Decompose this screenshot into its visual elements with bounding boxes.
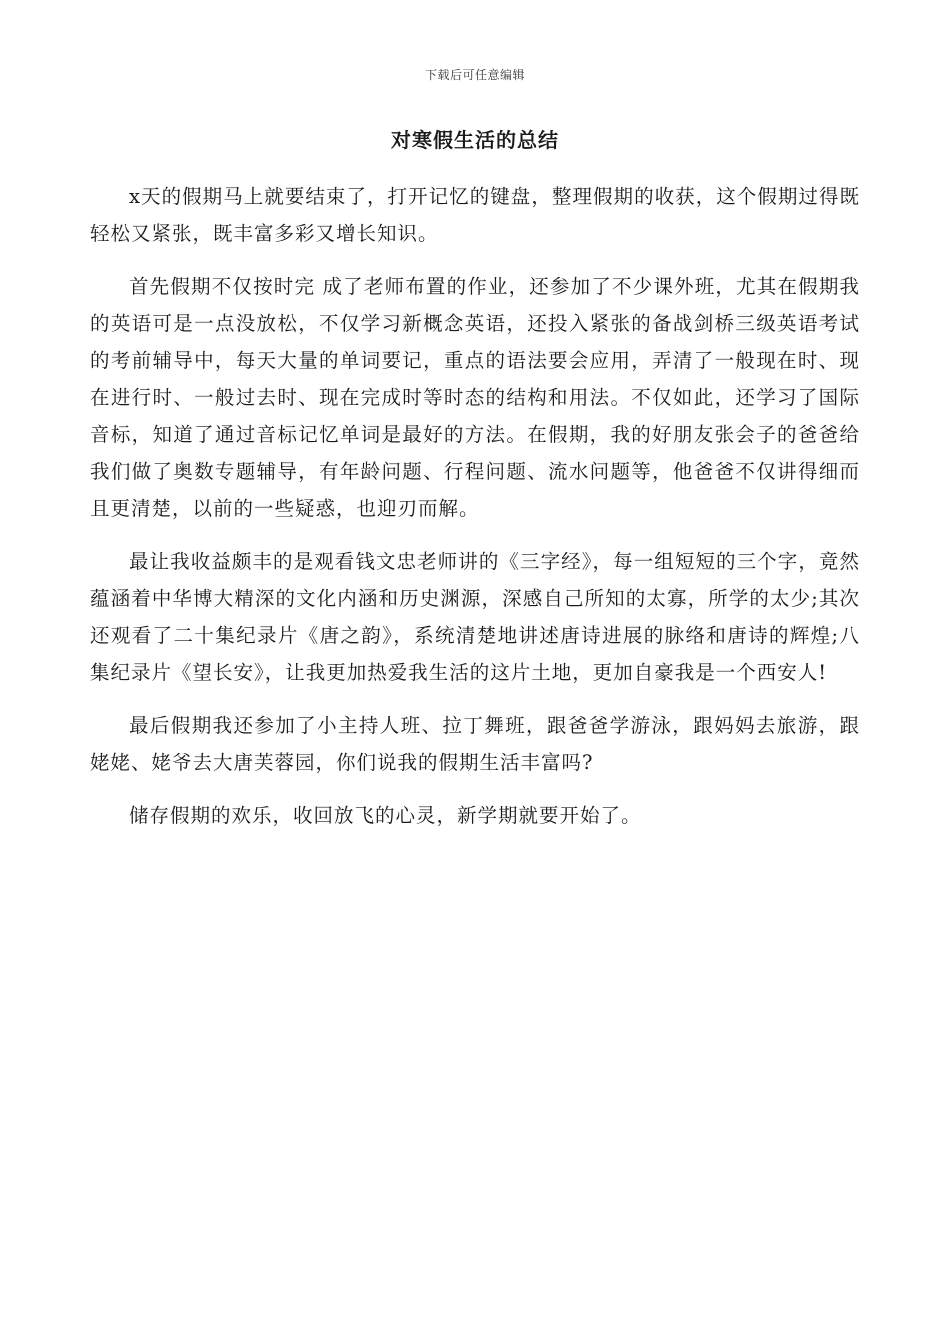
paragraph: 最后假期我还参加了小主持人班、拉丁舞班，跟爸爸学游泳，跟妈妈去旅游，跟姥姥、姥爷去大唐芙蓉园，你们说我的假期生活丰富吗? [90,714,860,774]
paragraph: 首先假期不仅按时完 成了老师布置的作业，还参加了不少课外班，尤其在假期我的英语可是一点没放松，不仅学习新概念英语，还投入紧张的备战剑桥三级英语考试的考前辅导中，每天大量的单词要记，重点的语法要会应用，弄清了一般现在时、现在进行时、一般过去时、现在完成时等时态的结构和用法。不仅如此，还学习了国际音标，知道了通过音标记忆单词是最好的方法。在假期，我的好朋友张会子的爸爸给我们做了奥数专题辅导，有年龄问题、行程问题、流水问题等，他爸爸不仅讲得细而且更清楚，以前的一些疑惑，也迎刃而解。 [90,275,860,520]
document-title: 对寒假生活的总结 [391,128,559,152]
paragraph: 储存假期的欢乐，收回放飞的心灵，新学期就要开始了。 [129,804,642,827]
paragraph: x天的假期马上就要结束了，打开记忆的键盘，整理假期的收获，这个假期过得既轻松又紧张，既丰富多彩又增长知识。 [90,185,860,245]
paragraph: 最让我收益颇丰的是观看钱文忠老师讲的《三字经》，每一组短短的三个字，竟然蕴涵着中华博大精深的文化内涵和历史渊源，深感自己所知的太寡，所学的太少;其次还观看了二十集纪录片《唐之韵》，系统清楚地讲述唐诗进展的脉络和唐诗的辉煌;八集纪录片《望长安》，让我更加热爱我生活的这片土地，更加自豪我是一个西安人! [90,550,860,684]
header-note: 下载后可任意编辑 [424,68,525,82]
document-body [90,178,860,850]
